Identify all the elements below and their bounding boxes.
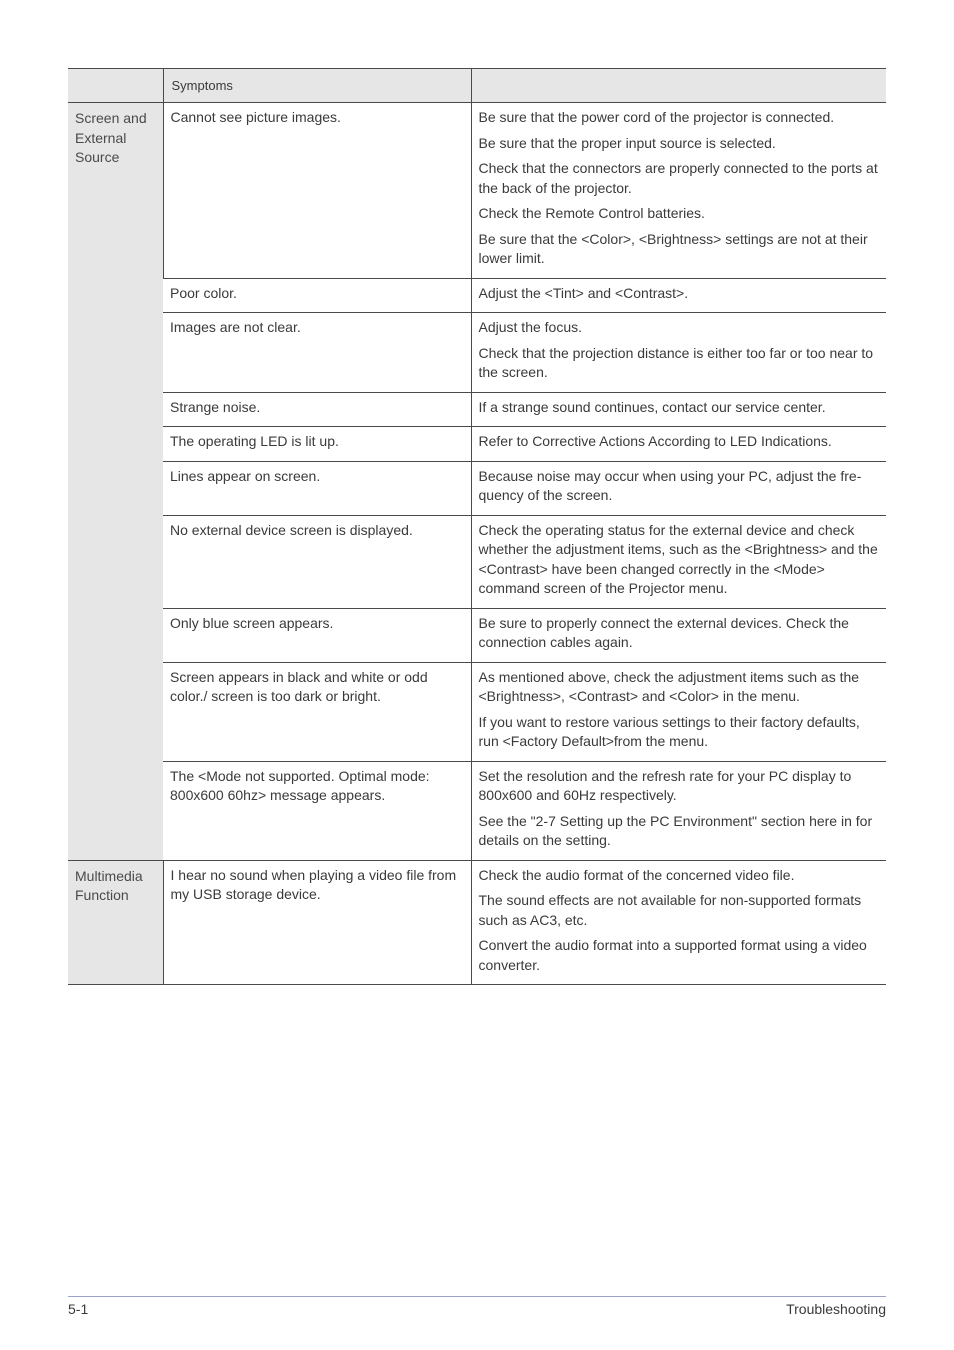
- solution-text: Be sure that the <Color>, <Brightness> settings are not at their lower limit.: [478, 230, 868, 266]
- solution-cell: [471, 278, 886, 313]
- solution-text: Check that the projection distance is either too far or too near to the screen.: [478, 344, 874, 380]
- solution-cell: [471, 860, 886, 985]
- solution-text: If a strange sound continues, contact our service center.: [478, 398, 826, 415]
- symptom-cell: No external device screen is displayed.: [163, 515, 471, 608]
- solution-cell: [471, 427, 886, 462]
- solution-text: Because noise may occur when using your PC, adjust the fre-quency of the screen.: [478, 467, 862, 503]
- solution-text: Be sure to properly connect the external devices. Check the connection cables again.: [478, 614, 849, 650]
- symptom-cell: I hear no sound when playing a video file from my USB storage device.: [163, 860, 471, 985]
- symptom-cell: Cannot see picture images.: [163, 103, 471, 279]
- solution-text: Check that the connectors are properly connected to the ports at the back of the projector.: [478, 160, 878, 196]
- symptom-cell: Screen appears in black and white or odd color./ screen is too dark or bright.: [163, 662, 471, 761]
- solution-text: Check the audio format of the concerned video file.: [478, 866, 795, 883]
- solution-cell: [471, 103, 886, 279]
- solution-text: Convert the audio format into a supported format using a video converter.: [478, 937, 867, 973]
- troubleshooting-table: [68, 68, 886, 985]
- symptom-cell: Poor color.: [163, 278, 471, 313]
- solution-cell: [471, 515, 886, 608]
- table-body: [68, 103, 886, 985]
- solution-text: See the "2-7 Setting up the PC Environment" section here in for details on the setting.: [478, 812, 873, 848]
- table-row: [68, 278, 886, 313]
- header-solutions: [471, 69, 886, 103]
- category-cell: Multimedia Function: [68, 860, 163, 985]
- header-symptoms: Symptoms: [163, 69, 471, 103]
- solution-text: Check the operating status for the external device and check whether the adjustment items, such as the <Brightness> and the <Contrast> have been changed correctly in the <Mode> command screen of the Projector menu.: [478, 521, 878, 596]
- table-row: [68, 392, 886, 427]
- solution-text: As mentioned above, check the adjustment items such as the <Brightness>, <Contrast> and <Color> in the menu.: [478, 668, 860, 704]
- symptom-cell: Lines appear on screen.: [163, 461, 471, 515]
- solution-text: Set the resolution and the refresh rate for your PC display to 800x600 and 60Hz respectively.: [478, 767, 852, 803]
- solution-cell: [471, 461, 886, 515]
- table-row: [68, 761, 886, 860]
- solution-text: Adjust the focus.: [478, 319, 583, 335]
- table-row: [68, 608, 886, 662]
- solution-text: Check the Remote Control batteries.: [478, 205, 705, 221]
- solution-cell: [471, 662, 886, 761]
- table-row: [68, 662, 886, 761]
- table-row: [68, 461, 886, 515]
- symptom-cell: The <Mode not supported. Optimal mode: 800x600 60hz> message appears.: [163, 761, 471, 860]
- symptom-cell: Strange noise.: [163, 392, 471, 427]
- solution-text: Adjust the <Tint> and <Contrast>.: [478, 284, 689, 301]
- solution-text: If you want to restore various settings to their factory defaults, run <Factory Default>from the menu.: [478, 713, 860, 749]
- table-row: [68, 313, 886, 393]
- footer-page-number: 5-1: [68, 1301, 89, 1317]
- solution-cell: [471, 392, 886, 427]
- solution-cell: [471, 761, 886, 860]
- solution-text: Refer to Corrective Actions According to LED Indications.: [478, 433, 832, 449]
- solution-text: The sound effects are not available for non-supported formats such as AC3, etc.: [478, 892, 862, 928]
- solution-text: Be sure that the power cord of the projector is connected.: [478, 109, 835, 125]
- solution-cell: [471, 313, 886, 393]
- solution-text: Be sure that the proper input source is selected.: [478, 134, 776, 151]
- table-row: [68, 515, 886, 608]
- footer-divider: [68, 1296, 886, 1297]
- header-category: [68, 69, 163, 103]
- table-row: [68, 427, 886, 462]
- category-cell: Screen and External Source: [68, 103, 163, 861]
- symptom-cell: Only blue screen appears.: [163, 608, 471, 662]
- table-header-row: [68, 69, 886, 103]
- symptom-cell: The operating LED is lit up.: [163, 427, 471, 462]
- footer-section-title: Troubleshooting: [786, 1301, 886, 1317]
- symptom-cell: Images are not clear.: [163, 313, 471, 393]
- table-row: [68, 860, 886, 985]
- table-row: [68, 103, 886, 279]
- solution-cell: [471, 608, 886, 662]
